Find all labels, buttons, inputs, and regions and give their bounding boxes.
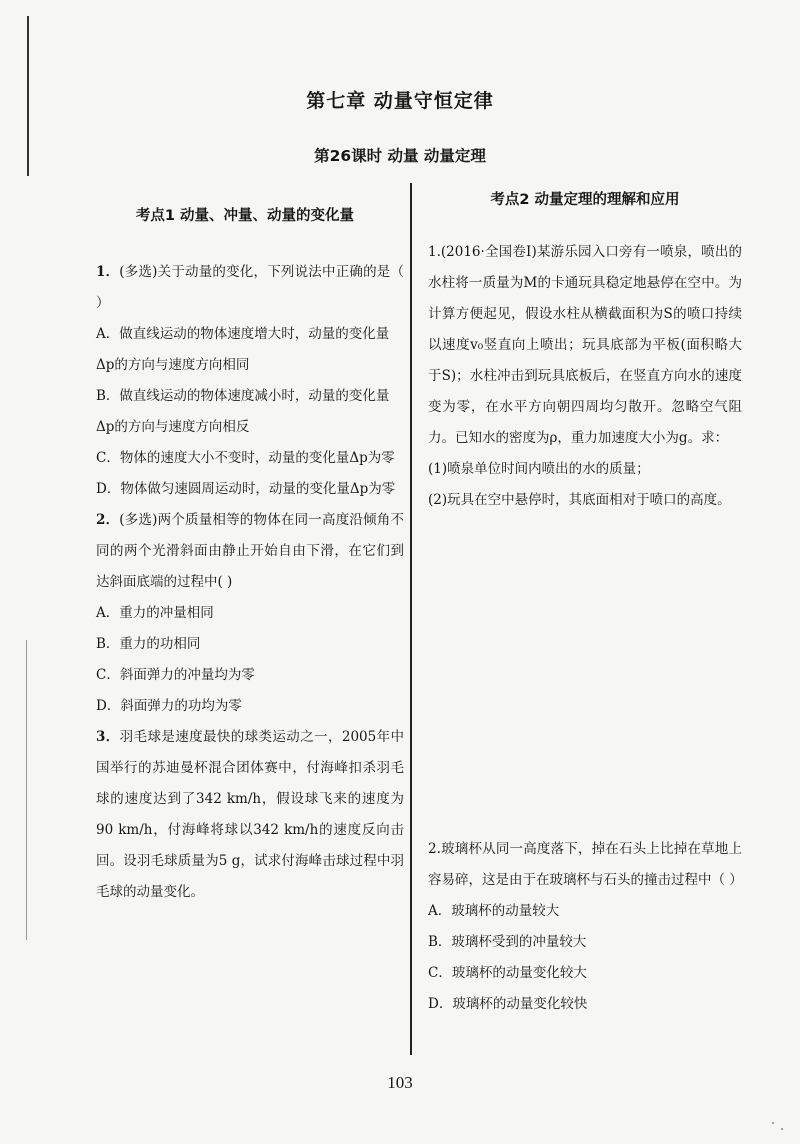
right-column bbox=[428, 188, 742, 516]
section-title-kaodian1: 考点1 动量、冲量、动量的变化量 bbox=[135, 208, 355, 224]
sub-question-2: (2)玩具在空中悬停时，其底面相对于喷口的高度。 bbox=[428, 492, 731, 508]
option-b: B．重力的功相同 bbox=[96, 636, 201, 652]
left-column bbox=[96, 204, 404, 908]
sub-question-1: (1)喷泉单位时间内喷出的水的质量； bbox=[428, 461, 650, 477]
option-c: C．玻璃杯的动量变化较大 bbox=[428, 965, 587, 981]
option-c: C．斜面弹力的冲量均为零 bbox=[96, 667, 255, 683]
chapter-title: 第七章 动量守恒定律 bbox=[306, 90, 494, 112]
question-stem: (2016·全国卷Ⅰ)某游乐园入口旁有一喷泉，喷出的水柱将一质量为M的卡通玩具稳定地悬停在空中。为计算方便起见，假设水柱从横截面积为S的喷口持续以速度v₀竖直向上喷出；玩具底部为平板(面积略大于S)；水柱冲击到玩具底板后，在竖直方向水的速度变为零，在水平方向朝四周均匀散开。忽略空气阻力。已知水的密度为ρ，重力加速度大小为g。求： bbox=[428, 244, 742, 446]
page-number: 103 bbox=[387, 1073, 413, 1092]
question-2 bbox=[428, 834, 742, 1020]
question-stem: 玻璃杯从同一高度落下，掉在石头上比掉在草地上容易碎，这是由于在玻璃杯与石头的撞击过程中（ ） bbox=[428, 841, 743, 888]
question-number: 1． bbox=[96, 264, 120, 280]
option-d: D．斜面弹力的功均为零 bbox=[96, 698, 242, 714]
option-a: A．做直线运动的物体速度增大时，动量的变化量Δp的方向与速度方向相同 bbox=[96, 326, 390, 373]
section-title-kaodian2: 考点2 动量定理的理解和应用 bbox=[490, 192, 680, 208]
question-stem: (多选)两个质量相等的物体在同一高度沿倾角不同的两个光滑斜面由静止开始自由下滑，在它们到达斜面底端的过程中( ) bbox=[96, 512, 404, 590]
question-stem: 羽毛球是速度最快的球类运动之一，2005年中国举行的苏迪曼杯混合团体赛中，付海峰扣杀羽毛球的速度达到了342 km/h，假设球飞来的速度为90 km/h，付海峰将球以342 km/h的速度反向击回。设羽毛球质量为5 g，试求付海峰击球过程中羽毛球的动量变化。 bbox=[96, 729, 404, 900]
lesson-title: 第26课时 动量 动量定理 bbox=[314, 147, 486, 165]
option-a: A．重力的冲量相同 bbox=[96, 605, 214, 621]
question-number: 3． bbox=[96, 729, 120, 745]
option-d: D．物体做匀速圆周运动时，动量的变化量Δp为零 bbox=[96, 481, 396, 497]
question-stem: (多选)关于动量的变化，下列说法中正确的是（ ） bbox=[96, 264, 404, 311]
question-2 bbox=[96, 505, 404, 722]
binding-edge-line bbox=[26, 640, 27, 940]
scan-speck bbox=[772, 1122, 774, 1124]
option-b: B．做直线运动的物体速度减小时，动量的变化量Δp的方向与速度方向相反 bbox=[96, 388, 390, 435]
scan-speck bbox=[781, 1128, 783, 1130]
column-divider bbox=[410, 183, 412, 1055]
question-3 bbox=[96, 722, 404, 908]
question-number: 2. bbox=[428, 841, 441, 857]
question-number: 1. bbox=[428, 244, 441, 260]
option-d: D．玻璃杯的动量变化较快 bbox=[428, 996, 588, 1012]
option-b: B．玻璃杯受到的冲量较大 bbox=[428, 934, 587, 950]
question-1 bbox=[428, 237, 742, 516]
option-c: C．物体的速度大小不变时，动量的变化量Δp为零 bbox=[96, 450, 395, 466]
option-a: A．玻璃杯的动量较大 bbox=[428, 903, 560, 919]
question-1 bbox=[96, 257, 404, 505]
question-number: 2． bbox=[96, 512, 120, 528]
